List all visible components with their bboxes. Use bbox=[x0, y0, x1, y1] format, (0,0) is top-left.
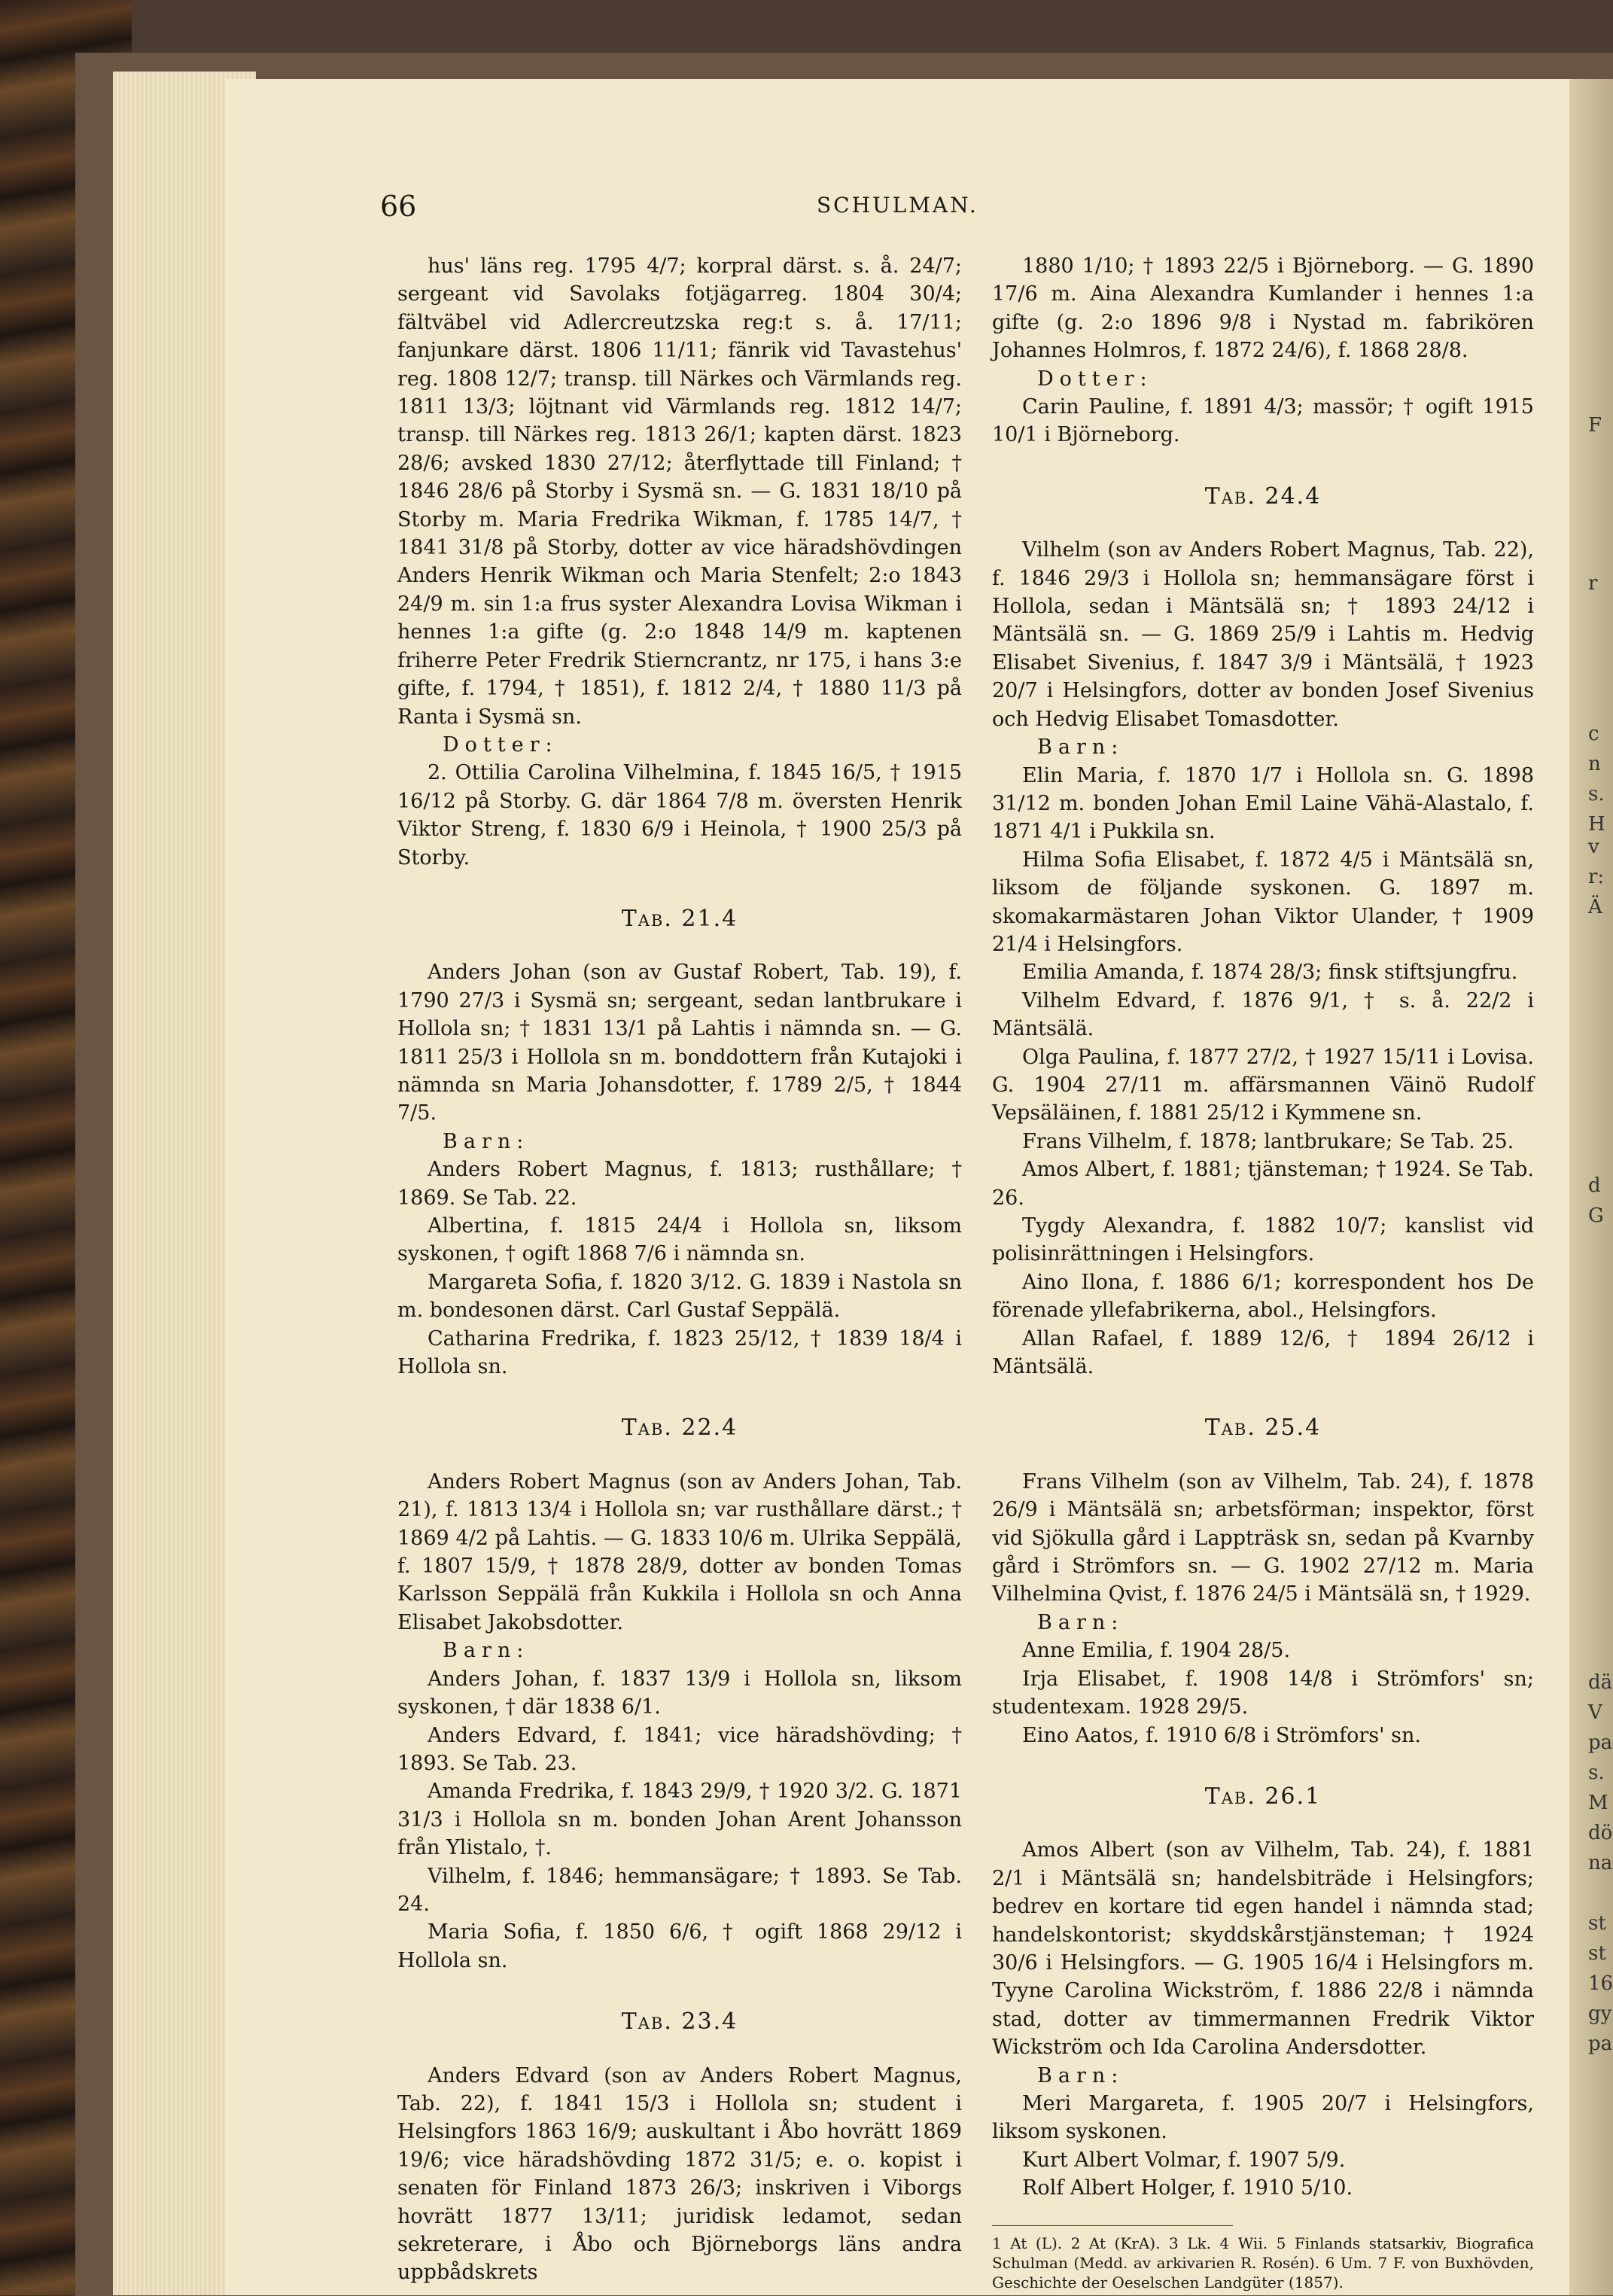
right-column bbox=[992, 252, 1534, 2292]
family-entry: Vilhelm Edvard, f. 1876 9/1, † s. å. 22/2 i Mäntsälä. bbox=[992, 988, 1534, 1041]
facing-page-fragment: c bbox=[1588, 723, 1599, 745]
facing-page-fragment: G bbox=[1588, 1204, 1604, 1227]
facing-page-fragment: H bbox=[1588, 813, 1605, 836]
footnotes: 1 At (L). 2 At (KrA). 3 Lk. 4 Wii. 5 Finlands statsarkiv, Biografica Schulman (Medd. av arkivarien R. Rosén). 6 Um. 7 F. von Buxhövden, Geschichte der Oeselschen Landgüter (1857). bbox=[992, 2234, 1534, 2291]
family-entry: Elin Maria, f. 1870 1/7 i Hollola sn. G. 1898 31/12 m. bonden Johan Emil Laine Vähä-Alastalo, f. 1871 4/1 i Pukkila sn. bbox=[992, 763, 1534, 844]
family-entry: Tygdy Alexandra, f. 1882 10/7; kanslist vid polisinrättningen i Helsingfors. bbox=[992, 1214, 1534, 1266]
table-heading: Tab. 24.4 bbox=[1204, 483, 1322, 510]
family-entry: Margareta Sofia, f. 1820 3/12. G. 1839 i Nastola sn m. bondesonen därst. Carl Gustaf Seppälä. bbox=[397, 1270, 962, 1323]
family-entry: Meri Margareta, f. 1905 20/7 i Helsingfors, liksom syskonen. bbox=[992, 2091, 1534, 2144]
facing-page-fragment: M bbox=[1588, 1792, 1608, 1814]
family-entry: Albertina, f. 1815 24/4 i Hollola sn, liksom syskonen, † ogift 1868 7/6 i nämnda sn. bbox=[397, 1214, 962, 1266]
facing-page-margin bbox=[1588, 0, 1613, 2295]
facing-page-fragment: F bbox=[1588, 414, 1602, 437]
children-heading: Dotter: bbox=[1037, 367, 1153, 391]
family-entry: Anders Johan, f. 1837 13/9 i Hollola sn, liksom syskonen, † där 1838 6/1. bbox=[397, 1667, 962, 1719]
page-header bbox=[380, 190, 1569, 227]
family-entry: Olga Paulina, f. 1877 27/2, † 1927 15/11 i Lovisa. G. 1904 27/11 m. affärsmannen Väinö Rudolf Vepsäläinen, f. 1881 25/12 i Kymmene sn. bbox=[992, 1045, 1534, 1125]
table-heading: Tab. 26.1 bbox=[1204, 1783, 1322, 1810]
facing-page-fragment: V bbox=[1588, 1701, 1602, 1724]
footnote-rule bbox=[992, 2225, 1233, 2234]
left-column bbox=[397, 252, 962, 2287]
facing-page-fragment: na bbox=[1588, 1852, 1613, 1874]
family-entry: 2. Ottilia Carolina Vilhelmina, f. 1845 16/5, † 1915 16/12 på Storby. G. där 1864 7/8 m. översten Henrik Viktor Streng, f. 1830 6/9 i Heinola, † 1900 25/3 på Storby. bbox=[397, 761, 962, 869]
children-heading: Barn: bbox=[443, 1129, 530, 1153]
facing-page-fragment: st bbox=[1588, 1912, 1606, 1935]
facing-page-fragment: d bbox=[1588, 1174, 1601, 1197]
facing-page-fragment: n bbox=[1588, 753, 1601, 775]
family-entry: Hilma Sofia Elisabet, f. 1872 4/5 i Mäntsälä sn, liksom de följande syskonen. G. 1897 m. skomakarmästaren Johan Viktor Ulander, † 1909 21/4 i Helsingfors. bbox=[992, 848, 1534, 956]
family-entry: Maria Sofia, f. 1850 6/6, † ogift 1868 29/12 i Hollola sn. bbox=[397, 1920, 962, 1972]
children-heading: Dotter: bbox=[443, 732, 558, 757]
genealogy-paragraph: Anders Robert Magnus (son av Anders Johan, Tab. 21), f. 1813 13/4 i Hollola sn; var rusthållare därst.; † 1869 4/2 på Lahtis. — G. 1833 10/6 m. Ulrika Seppälä, f. 1807 15/9, † 1878 28/9, dotter av bonden Tomas Karlsson Seppälä från Kukkila i Hollola sn och Anna Elisabet Jakobsdotter. bbox=[397, 1469, 962, 1634]
facing-page-fragment: s. bbox=[1588, 1762, 1605, 1784]
genealogy-paragraph: Amos Albert (son av Vilhelm, Tab. 24), f. 1881 2/1 i Mäntsälä sn; handelsbiträde i Helsingfors; bedrev en kortare tid egen handel i nämnda stad; handelskontorist; skyddskårstjänsteman; † 1924 30/6 i Helsingfors. — G. 1905 16/4 i Helsingfors m. Tyyne Carolina Wickström, f. 1886 22/8 i nämnda stad, dotter av timmermannen Fredrik Viktor Wickström och Ida Carolina Andersdotter. bbox=[992, 1838, 1534, 2060]
facing-page-fragment: dö bbox=[1588, 1822, 1613, 1844]
facing-page-fragment: 16 bbox=[1588, 1972, 1613, 1995]
facing-page-fragment: st bbox=[1588, 1942, 1606, 1965]
family-entry: Anders Robert Magnus, f. 1813; rusthållare; † 1869. Se Tab. 22. bbox=[397, 1158, 962, 1210]
page-number: 66 bbox=[380, 190, 417, 223]
family-entry: Amos Albert, f. 1881; tjänsteman; † 1924. Se Tab. 26. bbox=[992, 1158, 1534, 1210]
table-heading: Tab. 25.4 bbox=[1204, 1414, 1322, 1442]
family-entry: Vilhelm, f. 1846; hemmansägare; † 1893. Se Tab. 24. bbox=[397, 1864, 962, 1916]
family-entry: Emilia Amanda, f. 1874 28/3; finsk stiftsjungfru. bbox=[1022, 961, 1518, 985]
genealogy-paragraph: hus' läns reg. 1795 4/7; korpral därst. s. å. 24/7; sergeant vid Savolaks fotjägarreg. 1804 30/4; fältväbel vid Adlercreutzska reg:t s. å. 17/11; fanjunkare därst. 1806 11/11; fänrik vid Tavastehus' reg. 1808 12/7; transp. till Närkes och Värmlands reg. 1811 13/3; löjtnant vid Värmlands reg. 1812 14/7; transp. till Närkes reg. 1813 26/1; kapten därst. 1823 28/6; avsked 1830 27/12; återflyttade till Finland; † 1846 28/6 på Storby i Sysmä sn. — G. 1831 18/10 på Storby m. Maria Fredrika Wikman, f. 1785 14/7, † 1841 31/8 på Storby, dotter av vice häradshövdingen Anders Henrik Wikman och Maria Stenfelt; 2:o 1843 24/9 m. sin 1:a frus syster Alexandra Lovisa Wikman i hennes 1:a gifte (g. 2:o 1848 14/9 m. kaptenen friherre Peter Fredrik Stierncrantz, nr 175, i hans 3:e gifte, f. 1794, † 1851), f. 1812 2/4, † 1880 11/3 på Ranta i Sysmä sn. bbox=[397, 254, 962, 729]
facing-page-fragment: s. bbox=[1588, 783, 1605, 805]
facing-page-fragment: r bbox=[1588, 572, 1598, 595]
facing-page-fragment: v bbox=[1588, 836, 1599, 858]
facing-page-fragment: r: bbox=[1588, 866, 1605, 888]
genealogy-paragraph: Anders Johan (son av Gustaf Robert, Tab. 19), f. 1790 27/3 i Sysmä sn; sergeant, sedan lantbrukare i Hollola sn; † 1831 13/1 på Lahtis i nämnda sn. — G. 1811 25/3 i Hollola sn m. bonddottern från Kutajoki i nämnda sn Maria Johansdotter, f. 1789 2/5, † 1844 7/5. bbox=[397, 961, 962, 1125]
facing-page-fragment: pa bbox=[1588, 1731, 1613, 1754]
genealogy-paragraph: 1880 1/10; † 1893 22/5 i Björneborg. — G. 1890 17/6 m. Aina Alexandra Kumlander i hennes 1:a gifte (g. 2:o 1896 9/8 i Nystad m. fabrikören Johannes Holmros, f. 1872 24/6), f. 1868 28/8. bbox=[992, 254, 1534, 363]
genealogy-paragraph: Frans Vilhelm (son av Vilhelm, Tab. 24), f. 1878 26/9 i Mäntsälä sn; arbetsförman; inspektor, först vid Sjökulla gård i Lappträsk sn, sedan på Kvarnby gård i Strömfors sn. — G. 1902 27/12 m. Maria Vilhelmina Qvist, f. 1876 24/5 i Mäntsälä sn, † 1929. bbox=[992, 1469, 1534, 1606]
family-entry: Anders Edvard, f. 1841; vice häradshövding; † 1893. Se Tab. 23. bbox=[397, 1723, 962, 1775]
family-entry: Catharina Fredrika, f. 1823 25/12, † 1839 18/4 i Hollola sn. bbox=[397, 1326, 962, 1379]
children-heading: Barn: bbox=[1037, 2063, 1125, 2087]
family-entry: Anne Emilia, f. 1904 28/5. bbox=[1022, 1639, 1291, 1663]
genealogy-paragraph: Vilhelm (son av Anders Robert Magnus, Tab. 22), f. 1846 29/3 i Hollola sn; hemmansägare först i Hollola, sedan i Mäntsälä sn; † 1893 24/12 i Mäntsälä sn. — G. 1869 25/9 i Lahtis m. Hedvig Elisabet Sivenius, f. 1847 3/9 i Mäntsälä, † 1923 20/7 i Helsingfors, dotter av bonden Josef Sivenius och Hedvig Elisabet Tomasdotter. bbox=[992, 538, 1534, 731]
children-heading: Barn: bbox=[1037, 1610, 1125, 1634]
children-heading: Barn: bbox=[443, 1639, 530, 1663]
family-entry: Kurt Albert Volmar, f. 1907 5/9. bbox=[1022, 2148, 1346, 2172]
running-head: SCHULMAN. bbox=[817, 193, 978, 218]
facing-page-fragment: Ä bbox=[1588, 896, 1602, 918]
scan-background-top bbox=[0, 0, 1613, 60]
family-entry: Allan Rafael, f. 1889 12/6, † 1894 26/12 i Mäntsälä. bbox=[992, 1326, 1534, 1379]
family-entry: Rolf Albert Holger, f. 1910 5/10. bbox=[1022, 2176, 1353, 2200]
table-heading: Tab. 21.4 bbox=[621, 905, 738, 932]
family-entry: Amanda Fredrika, f. 1843 29/9, † 1920 3/2. G. 1871 31/3 i Hollola sn m. bonden Johan Arent Johansson från Ylistalo, †. bbox=[397, 1780, 962, 1860]
table-heading: Tab. 23.4 bbox=[621, 2008, 738, 2036]
family-entry: Carin Pauline, f. 1891 4/3; massör; † ogift 1915 10/1 i Björneborg. bbox=[992, 395, 1534, 447]
table-heading: Tab. 22.4 bbox=[621, 1414, 738, 1442]
family-entry: Frans Vilhelm, f. 1878; lantbrukare; Se Tab. 25. bbox=[1022, 1129, 1514, 1153]
children-heading: Barn: bbox=[1037, 735, 1125, 760]
facing-page-fragment: pa bbox=[1588, 2033, 1613, 2055]
family-entry: Eino Aatos, f. 1910 6/8 i Strömfors' sn. bbox=[1022, 1723, 1421, 1747]
family-entry: Aino Ilona, f. 1886 6/1; korrespondent hos De förenade yllefabrikerna, abol., Helsingfors. bbox=[992, 1270, 1534, 1323]
facing-page-fragment: gy bbox=[1588, 2002, 1612, 2025]
family-entry: Irja Elisabet, f. 1908 14/8 i Strömfors' sn; studentexam. 1928 29/5. bbox=[992, 1667, 1534, 1719]
genealogy-paragraph: Anders Edvard (son av Anders Robert Magnus, Tab. 22), f. 1841 15/3 i Hollola sn; student i Helsingfors 1863 16/9; auskultant i Åbo hovrätt 1869 19/6; vice häradshövding 1872 31/5; e. o. kopist i senaten för Finland 1873 26/3; inskriven i Viborgs hovrätt 1877 13/11; juridisk ledamot, sedan sekreterare, i Åbo och Björneborgs läns andra uppbådskrets bbox=[397, 2063, 962, 2285]
facing-page-fragment: dä bbox=[1588, 1671, 1613, 1694]
